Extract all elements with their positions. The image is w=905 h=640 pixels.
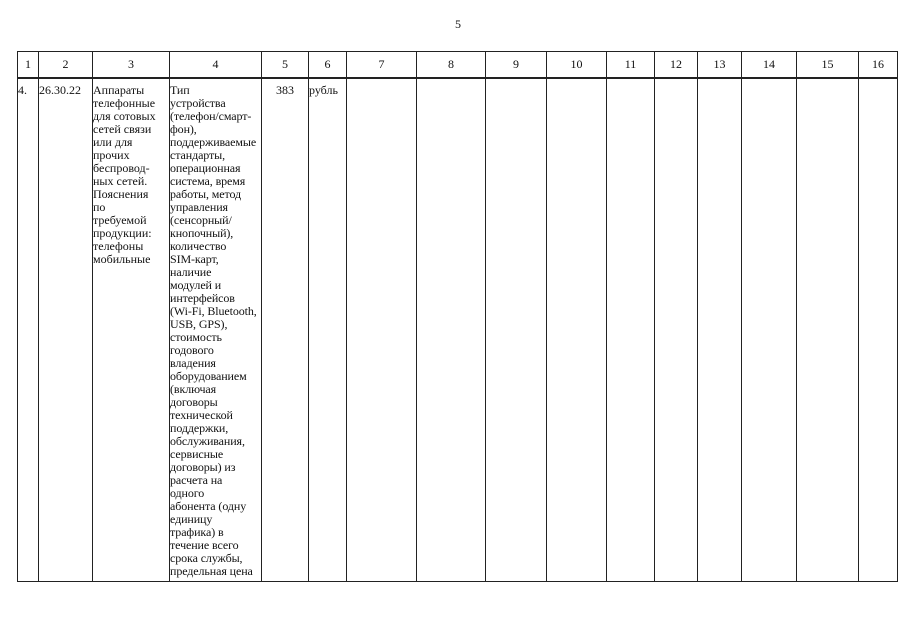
column-header-9: 9: [486, 52, 547, 79]
empty-cell-9: [486, 78, 547, 582]
product-name-cell: Аппараты телефонные для сотовых сетей связи или для прочих беспровод- ных сетей. Пояснения по требуемой продукции: телефоны мобильные: [93, 78, 170, 582]
column-header-5: 5: [262, 52, 309, 79]
column-header-3: 3: [93, 52, 170, 79]
empty-cell-7: [347, 78, 417, 582]
column-header-4: 4: [170, 52, 262, 79]
empty-cell-8: [417, 78, 486, 582]
column-header-6: 6: [309, 52, 347, 79]
empty-cell-10: [547, 78, 607, 582]
column-header-2: 2: [39, 52, 93, 79]
column-header-16: 16: [859, 52, 898, 79]
row-number-cell: 4.: [18, 78, 39, 582]
column-header-10: 10: [547, 52, 607, 79]
column-header-13: 13: [698, 52, 742, 79]
okpd2-code-cell: 26.30.22: [39, 78, 93, 582]
empty-cell-14: [742, 78, 797, 582]
column-header-11: 11: [607, 52, 655, 79]
column-header-7: 7: [347, 52, 417, 79]
empty-cell-13: [698, 78, 742, 582]
empty-cell-15: [797, 78, 859, 582]
characteristics-cell: Тип устройства (телефон/смарт- фон), поддерживаемые стандарты, операционная система, время работы, метод управления (сенсорный/ кнопочный), количество SIM-карт, наличие модулей и интерфейсов (Wi-Fi, Bluetooth, USB, GPS), стоимость годового владения оборудованием (включая договоры технической поддержки, обслуживания, сервисные договоры) из расчета на одного абонента (одну единицу трафика) в течение всего срока службы, предельная цена: [170, 78, 262, 582]
page-number: 5: [455, 17, 461, 31]
unit-cell: рубль: [309, 78, 347, 582]
column-header-8: 8: [417, 52, 486, 79]
empty-cell-12: [655, 78, 698, 582]
column-header-12: 12: [655, 52, 698, 79]
empty-cell-11: [607, 78, 655, 582]
column-header-1: 1: [18, 52, 39, 79]
header-row: [18, 52, 898, 79]
okei-code-cell: 383: [262, 78, 309, 582]
empty-cell-16: [859, 78, 898, 582]
column-header-15: 15: [797, 52, 859, 79]
column-header-14: 14: [742, 52, 797, 79]
requirements-table: [17, 51, 898, 582]
table-row: [18, 78, 898, 582]
